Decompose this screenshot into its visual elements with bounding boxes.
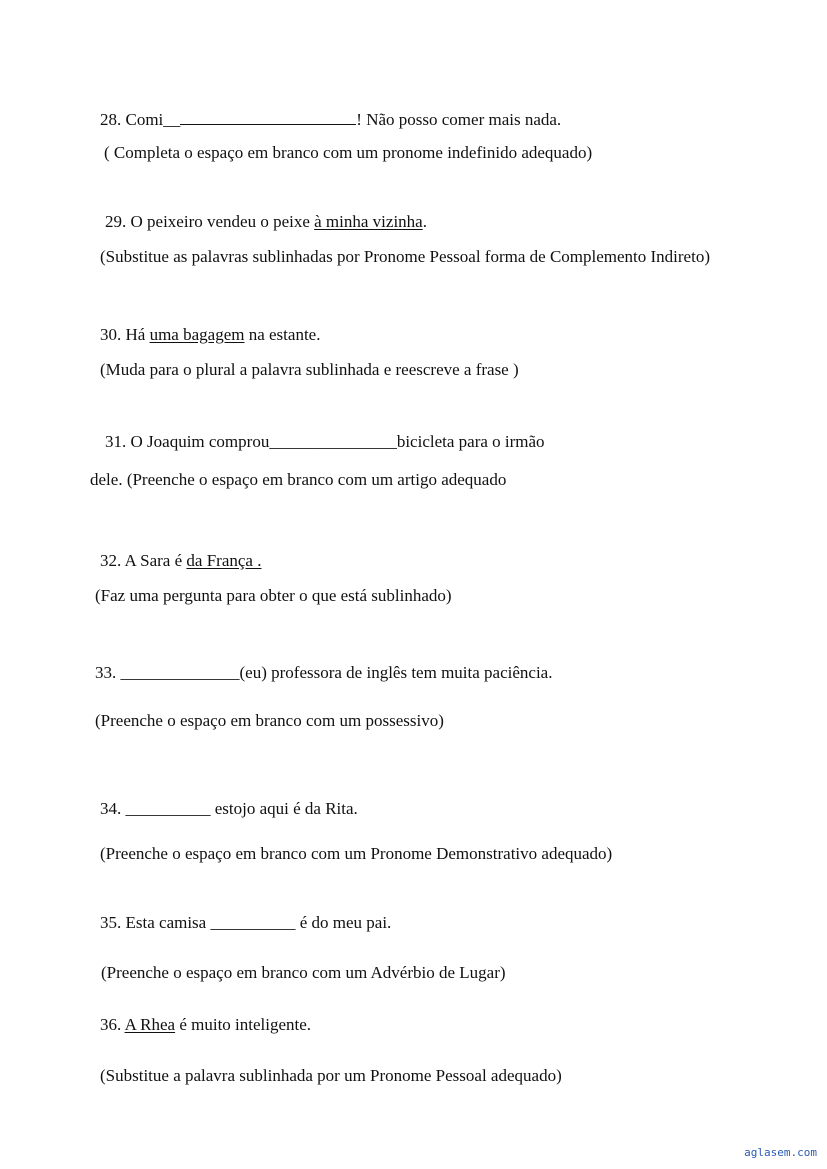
question-30	[100, 325, 320, 345]
question-35-instruction: (Preenche o espaço em branco com um Advérbio de Lugar)	[101, 963, 506, 982]
question-30-instruction: (Muda para o plural a palavra sublinhada e reescreve a frase )	[100, 360, 519, 379]
question-36-suffix: é muito inteligente.	[175, 1015, 312, 1034]
question-28-instruction: ( Completa o espaço em branco com um pronome indefinido adequado)	[104, 143, 593, 162]
question-30-suffix: na estante.	[244, 325, 321, 344]
question-32-underlined: da França .	[186, 551, 262, 570]
question-31-prefix: 31. O Joaquim comprou	[105, 432, 270, 451]
question-36	[100, 1015, 311, 1035]
question-29-suffix: .	[422, 212, 427, 231]
question-28	[100, 108, 561, 130]
question-30-prefix: 30. Há	[100, 325, 150, 344]
question-32-prefix: 32. A Sara é	[100, 551, 187, 570]
question-35: 35. Esta camisa __________ é do meu pai.	[100, 913, 392, 932]
question-33: 33. ______________(eu) professora de inglês tem muita paciência.	[95, 663, 553, 682]
question-36-instruction: (Substitue a palavra sublinhada por um Pronome Pessoal adequado)	[100, 1066, 562, 1085]
question-31-continuation: dele. (Preenche o espaço em branco com um artigo adequado	[90, 470, 507, 489]
question-32	[100, 551, 261, 571]
question-36-underlined: A Rhea	[124, 1015, 176, 1034]
question-29-prefix: 29. O peixeiro vendeu o peixe	[105, 212, 315, 231]
question-31	[105, 432, 545, 452]
question-29	[105, 212, 427, 232]
question-30-underlined: uma bagagem	[149, 325, 245, 344]
question-31-suffix: bicicleta para o irmão	[396, 432, 545, 451]
question-28-prefix: 28. Comi	[100, 110, 164, 129]
question-33-instruction: (Preenche o espaço em branco com um possessivo)	[95, 711, 444, 730]
question-34: 34. __________ estojo aqui é da Rita.	[100, 799, 358, 818]
question-36-prefix: 36.	[100, 1015, 125, 1034]
question-28-short-blank: __	[163, 110, 181, 129]
question-29-instruction: (Substitue as palavras sublinhadas por Pronome Pessoal forma de Complemento Indireto)	[100, 247, 710, 266]
question-28-suffix: ! Não posso comer mais nada.	[356, 110, 562, 129]
footer-site-link[interactable]: aglasem.com	[744, 1146, 817, 1159]
question-31-blank: _______________	[269, 432, 397, 451]
question-29-underlined: à minha vizinha	[314, 212, 423, 231]
question-32-instruction: (Faz uma pergunta para obter o que está sublinhado)	[95, 586, 452, 605]
question-34-instruction: (Preenche o espaço em branco com um Pronome Demonstrativo adequado)	[100, 844, 613, 863]
question-28-blank-line	[180, 108, 356, 125]
